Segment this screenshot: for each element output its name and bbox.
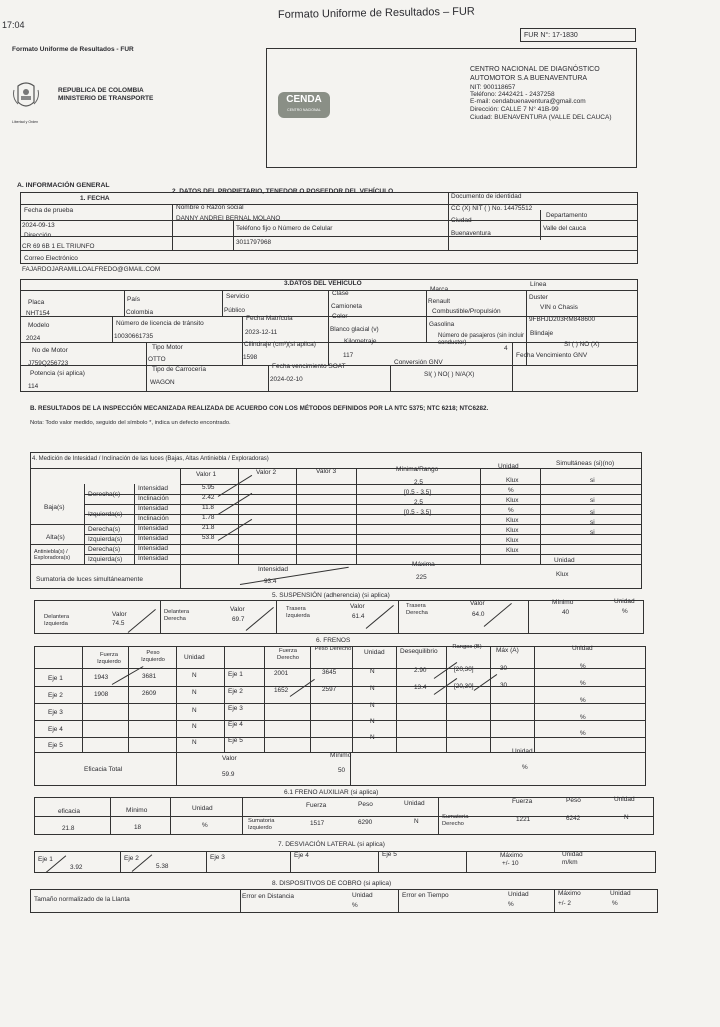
luces-row-side: Derecha(s) [88,546,121,553]
document-title: Formato Uniforme de Resultados – FUR [277,5,475,21]
luces-row-min: 2.5 [414,499,423,506]
center-name-2: AUTOMOTOR S.A BUENAVENTURA [470,75,588,82]
eje-label: Eje 5 [48,742,63,749]
eje-unidad: % [580,680,586,687]
cilindraje-value: 1598 [243,354,258,361]
eje-label: Eje 1 [48,675,63,682]
telefono-value: 3011797968 [236,239,272,246]
eje-label-der: Eje 3 [228,705,243,712]
vin-label: VIN o Chasis [540,304,578,311]
aux-unidad: % [202,822,208,829]
eje-fuerza-izq: 1943 [94,674,109,681]
desv-eje1-label: Eje 1 [38,856,53,863]
frenos-minimo: 50 [338,767,346,774]
aux-fuerza-label: Fuerza [306,802,327,809]
eje-peso-izq: 3681 [142,673,157,680]
desv-eje2: 5.38 [156,863,169,870]
cobro-maximo: +/- 2 [558,900,571,907]
documento-value: CC (X) NIT ( ) No. 14475512 [451,205,533,212]
eje-peso-der: 2597 [322,686,337,693]
aux-suma-izq-label: Sumatoria Izquierdo [248,818,275,831]
tra-der-valor-label: Valor [470,600,485,607]
eje-unidad: % [580,714,586,721]
eje-label: Eje 4 [48,726,63,733]
luces-row-unit: Klux [506,527,519,534]
tra-izq-value: 61.4 [352,613,365,620]
tipo-motor-value: OTTO [148,356,166,363]
sumatoria-label: Sumatoria de luces simultáneamente [36,576,143,583]
desv-maximo-label: Máximo [500,852,523,859]
form-subtitle: Formato Uniforme de Resultados - FUR [12,46,134,53]
direccion-label: Dirección [24,232,52,239]
eje-unidad: % [580,663,586,670]
eje-unidad-izq: N [192,739,197,746]
luces-row-unit: Klux [506,517,519,524]
vin-value: 9FBHJD203RM848600 [529,316,596,323]
telefono-label: Teléfono fijo o Número de Celular [236,225,333,232]
fur-number: FUR N°: 17-1830 [520,28,636,42]
h-fuerza-der: Fuerza Derecho [277,648,299,661]
desviacion-title: 7. DESVIACIÓN LATERAL (si aplica) [278,841,385,848]
eje-label: Eje 3 [48,709,63,716]
eficacia-total-label: Eficacia Total [84,766,123,773]
suspension-minimo-label: Mínimo [552,599,574,606]
eje-label-der: Eje 2 [228,688,243,695]
aux-eficacia: 21.8 [62,825,75,832]
desv-unidad: m/km [562,859,578,866]
republica-label: REPUBLICA DE COLOMBIA [58,87,144,94]
h-unidad-izq: Unidad [184,654,205,661]
center-name-1: CENTRO NACIONAL DE DIAGNÓSTICO [470,66,600,73]
eje-desequilibrio: 13.4 [414,684,427,691]
matricula-label: Fecha Matrícula [246,315,293,322]
aux-peso-der: 6242 [566,815,581,822]
fecha-title: 1. FECHA [80,195,110,202]
luces-row-side: Izquierda(s) [88,556,123,563]
tra-izq-label: Trasera Izquierda [286,606,310,619]
h-rangos: Rangos (B) [452,644,482,650]
eje-fuerza-der: 2001 [274,670,289,677]
direccion-value: CR 69 6B 1 EL TRIUNFO [22,243,95,250]
soat-label: Fecha vencimiento SOAT [272,363,346,370]
section-b-title: B. RESULTADOS DE LA INSPECCIÓN MECANIZADA REALIZADA DE ACUERDO CON LOS MÉTODOS DEFINIDOS POR LA NTC 5375; NTC 6218; NTC6282. [30,405,489,412]
matricula-value: 2023-12-11 [245,329,278,336]
h-unidad-der: Unidad [364,649,385,656]
combustible-value: Gasolina [429,321,455,328]
aux-fuerza-der-label: Fuerza [512,798,533,805]
nombre-label: Nombre o Razón social [176,204,244,211]
luces-row-v1: 11.8 [202,504,214,511]
cilindraje-label: Cilindraje (cm³)(si aplica) [244,341,316,348]
intensidad-label: Intensidad [258,566,288,573]
luces-h-minima: Mínima/Rango [396,466,439,473]
eje-label-der: Eje 4 [228,721,243,728]
luces-row-sim: si [590,477,595,484]
tamano-llanta-label: Tamaño normalizado de la Llanta [34,896,130,903]
section-a-title: A. INFORMACIÓN GENERAL [17,182,110,189]
luces-row-side: Derecha(s) [88,491,121,498]
motor-label: No de Motor [32,347,68,354]
combustible-label: Combustible/Propulsión [432,308,501,315]
pasajeros-value: 4 [504,345,508,352]
luces-row-type: Intensidad [138,505,168,512]
luces-row-v1: 1.78 [202,514,215,521]
tipo-motor-label: Tipo Motor [152,344,183,351]
luces-row-side: Izquierda(s) [88,536,123,543]
eje-unidad-izq: N [192,689,197,696]
eje-max: 30 [500,682,508,689]
aux-unidad-n-label: Unidad [404,800,425,807]
luces-row-type: Intensidad [138,545,168,552]
luces-h-valor2: Valor 2 [256,469,277,476]
luces-row-side: Derecha(s) [88,526,121,533]
kilometraje-value: 117 [343,352,354,359]
luces-row-type: Inclinación [138,495,169,502]
desv-unidad-label: Unidad [562,851,583,858]
gnv-venc-label: Fecha Vencimiento GNV [516,352,588,359]
kilometraje-label: Kilometraje [344,338,377,345]
suspension-minimo-value: 40 [562,609,570,616]
shield-caption: Libertad y Orden [12,120,39,124]
maxima-value: 225 [416,574,427,581]
frenos-valor-label: Valor [222,755,237,762]
luces-row-type: Inclinación [138,515,169,522]
blindaje-value: SI ( ) NO (X) [564,341,600,348]
eje-unidad-der: N [370,734,375,741]
luces-title: 4. Medición de Intesidad / Inclinación de las luces (Bajas, Altas Antiniebla / Exploradoras) [32,456,269,462]
aux-peso-label: Peso [358,801,373,808]
suspension-unidad-value: % [622,608,628,615]
h-peso-izq: Peso Izquierdo [141,650,165,663]
aux-eficacia-label: eficacia [58,808,81,815]
linea-value: Duster [529,294,548,301]
aux-unidad-label: Unidad [192,805,213,812]
luces-row-sim: si [590,509,595,516]
aux-minimo-label: Mínimo [126,807,148,814]
color-value: Blanco glacial (v) [330,326,379,333]
ciudad-label: Ciudad [451,217,472,224]
luces-h-unidad: Unidad [498,463,519,470]
potencia-value: 114 [28,383,39,390]
del-der-value: 69.7 [232,616,245,623]
luces-h-valor3: Valor 3 [316,468,337,475]
maxima-label: Máxima [412,561,435,568]
frenos-title: 6. FRENOS [316,637,351,644]
tra-der-label: Trasera Derecha [406,603,428,616]
aux-minimo: 18 [134,824,142,831]
modelo-label: Modelo [28,322,50,329]
h-desequilibrio: Desequilibrio [400,648,438,655]
aux-unidad-der: N [624,814,629,821]
fecha-prueba-value: 2024-09-13 [22,222,55,229]
desv-eje1: 3.92 [70,864,83,871]
luces-row-v1: 2.42 [202,494,215,501]
correo-label: Correo Electrónico [24,255,78,262]
luces-unidad-value: Klux [556,571,569,578]
desv-maximo: +/- 10 [502,860,519,867]
eje-max: 30 [500,665,508,672]
desv-eje2-label: Eje 2 [124,855,139,862]
cobro-title: 8. DISPOSITIVOS DE COBRO (si aplica) [272,880,392,887]
fecha-prueba-label: Fecha de prueba [24,207,74,214]
departamento-value: Valle del cauca [543,225,586,232]
pais-label: País [127,296,141,303]
placa-label: Placa [28,299,45,306]
vehiculo-title: 3.DATOS DEL VEHÍCULO [284,280,362,287]
del-izq-label: Delantera Izquierda [44,614,70,627]
eje-unidad-der: N [370,668,375,675]
luces-row-v1: 21.8 [202,524,215,531]
pasajeros-label: Número de pasajeros (sin incluir conductor) [438,333,525,346]
servicio-label: Servicio [226,293,250,300]
ciudad-value: Buenaventura [451,230,491,237]
frenos-valor: 59.9 [222,771,235,778]
colombia-shield-icon [12,80,40,120]
h-max: Máx (A) [496,647,519,654]
gnv-label: Conversión GNV [394,359,443,366]
eje-peso-izq: 2609 [142,690,157,697]
luces-row-unit: % [508,487,514,494]
center-nit: NIT: 900118657 [470,84,516,91]
eje-rango: [20,30] [454,666,474,673]
documento-label: Documento de identidad [451,193,522,200]
luces-row-type: Intensidad [138,485,168,492]
eje-unidad-izq: N [192,723,197,730]
frenos-unidad: % [522,764,528,771]
altas-label: Alta(s) [46,534,65,541]
aux-unidad-n: N [414,818,419,825]
eje-fuerza-der: 1652 [274,687,289,694]
cobro-unidad-label: Unidad [352,892,373,899]
luces-row-unit: Klux [506,497,519,504]
luces-row-unit: % [508,507,514,514]
eje-desequilibrio: 2.90 [414,667,427,674]
aux-peso-izq: 6290 [358,819,373,826]
eje-label: Eje 2 [48,692,63,699]
cobro-unidad2: % [508,901,514,908]
cobro-unidad2-label: Unidad [508,891,529,898]
frenos-table [34,646,646,786]
servicio-value: Público [224,307,245,314]
eje-unidad: % [580,730,586,737]
cobro-unidad: % [352,902,358,909]
licencia-label: Número de licencia de tránsito [116,320,204,327]
desv-eje5-label: Eje 5 [382,851,397,858]
departamento-label: Departamento [546,212,588,219]
luces-h-simultaneas: Simultáneas (si)(no) [556,460,615,467]
suspension-unidad-label: Unidad [614,598,635,605]
error-distancia-label: Error en Distancia [242,893,295,900]
eje-unidad-izq: N [192,672,197,679]
frenos-unidad-label: Unidad [512,748,533,755]
intensidad-value: 93.4 [264,578,277,585]
cobro-unidad3: % [612,900,618,907]
luces-row-unit: Klux [506,547,519,554]
aux-suma-der-label: Sumatoria Derecho [442,814,469,827]
del-der-label: Delantera Derecha [164,609,190,622]
antiniebla-label: Antiniebla(s) / Exploradora(s) [34,549,71,562]
luces-unidad-label: Unidad [554,557,575,564]
del-izq-value: 74.5 [112,620,125,627]
color-label: Color [332,313,348,320]
linea-label: Línea [530,281,547,288]
carroceria-value: WAGON [150,379,175,386]
luces-row-side: Izquierda(s) [88,511,123,518]
placa-value: NHT154 [26,310,50,317]
luces-row-v1: 53.8 [202,534,215,541]
carroceria-label: Tipo de Carrocería [152,366,206,373]
soat-value: 2024-02-10 [270,376,303,383]
luces-row-type: Intensidad [138,525,168,532]
suspension-title: 5. SUSPENSIÓN (adherencia) (si aplica) [272,592,390,599]
h-peso-der: Peso Derecho [314,646,352,652]
propietario-title: 2. DATOS DEL PROPIETARIO, TENEDOR O POSEEDOR DEL VEHÍCULO [172,188,394,195]
nombre-value: DANNY ANDREI BERNAL MOLANO [176,215,281,222]
cobro-unidad3-label: Unidad [610,890,631,897]
motor-value: J759Q256723 [28,360,69,367]
eje-label-der: Eje 1 [228,671,243,678]
luces-row-sim: si [590,497,595,504]
marca-value: Renault [428,298,451,305]
freno-aux-title: 6.1 FRENO AUXILIAR (si aplica) [284,789,379,796]
cenda-logo: CENDA CENTRO NACIONAL [278,92,330,118]
eje-label-der: Eje 5 [228,737,243,744]
center-ciudad: Ciudad: BUENAVENTURA (VALLE DEL CAUCA) [470,114,612,121]
aux-fuerza-der: 1221 [516,816,531,823]
del-der-valor-label: Valor [230,606,245,613]
luces-row-min: [0.5 - 3.5] [404,509,431,516]
eje-fuerza-izq: 1908 [94,691,109,698]
frenos-minimo-label: Mínimo [330,752,352,759]
luces-row-unit: Klux [506,537,519,544]
center-email: E-mail: cendabuenaventura@gmail.com [470,98,586,105]
center-direccion: Dirección: CALLE 7 N° 41B-99 [470,106,559,113]
luces-h-valor1: Valor 1 [196,471,217,478]
del-izq-valor-label: Valor [112,611,127,618]
aux-fuerza-izq: 1517 [310,820,325,827]
eje-unidad-der: N [370,685,375,692]
licencia-value: 10030661735 [114,333,154,340]
pais-value: Colombia [126,309,153,316]
luces-row-v1: 5.95 [202,484,215,491]
clase-label: Clase [332,290,349,297]
aux-unidad-der-label: Unidad [614,796,635,803]
marca-label: Marca [430,286,449,293]
luces-row-min: 2.5 [414,479,423,486]
gnv-value: SI( ) NO( ) N/A(X) [424,371,475,378]
desv-eje3-label: Eje 3 [210,854,225,861]
desv-eje4-label: Eje 4 [294,852,309,859]
eje-unidad-izq: N [192,707,197,714]
luces-row-type: Intensidad [138,535,168,542]
h-fuerza-izq: Fuerza Izquierdo [97,652,121,665]
h-unidad-frenos: Unidad [572,645,593,652]
eje-unidad: % [580,697,586,704]
aux-peso-der-label: Peso [566,797,581,804]
eje-peso-der: 3645 [322,669,337,676]
potencia-label: Potencia (si aplica) [30,370,85,377]
ministerio-label: MINISTERIO DE TRANSPORTE [58,95,154,102]
eje-unidad-der: N [370,718,375,725]
eje-rango: [20,30] [454,683,474,690]
nota: Nota: Todo valor medido, seguido del símbolo *, indica un defecto encontrado. [30,420,231,426]
cobro-maximo-label: Máximo [558,890,581,897]
luces-row-min: [0.5 - 3.5] [404,489,431,496]
error-tiempo-label: Error en Tiempo [402,892,449,899]
correo-value: FAJARDOJARAMILLOALFREDO@GMAIL.COM [22,266,161,273]
luces-row-unit: Klux [506,477,519,484]
clase-value: Camioneta [331,303,362,310]
modelo-value: 2024 [26,335,41,342]
luces-row-type: Intensidad [138,555,168,562]
eje-unidad-der: N [370,702,375,709]
luces-row-sim: si [590,529,595,536]
luces-row-sim: si [590,519,595,526]
blindaje-label: Blindaje [530,330,554,337]
bajas-label: Baja(s) [44,504,65,511]
tra-der-value: 64.0 [472,611,485,618]
tra-izq-valor-label: Valor [350,603,365,610]
timestamp: 17:04 [2,20,25,30]
center-telefono: Teléfono: 2442421 - 2437258 [470,91,555,98]
